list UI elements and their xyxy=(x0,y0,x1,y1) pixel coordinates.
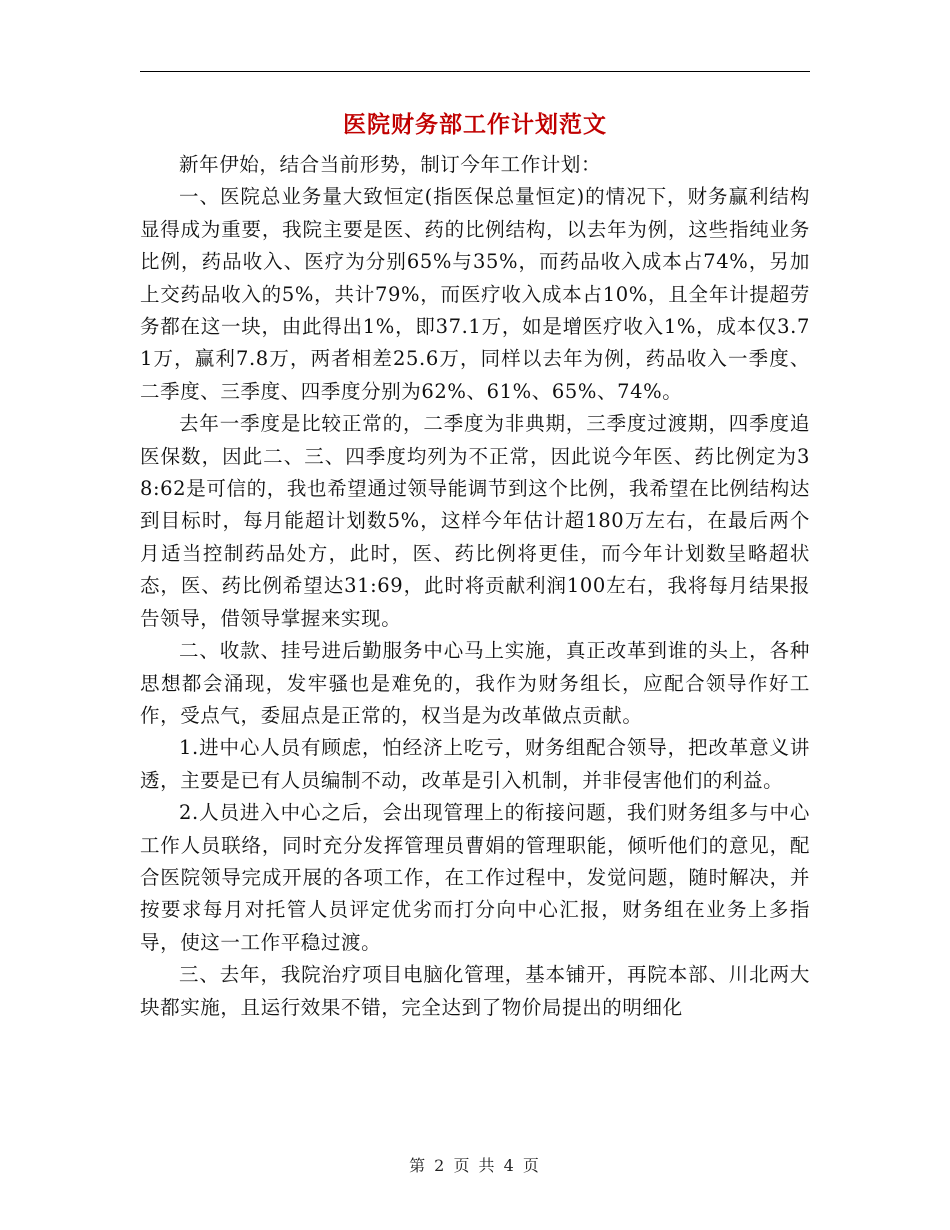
paragraph-item-1: 1.进中心人员有顾虑，怕经济上吃亏，财务组配合领导，把改革意义讲透，主要是已有人员编制不动，改革是引入机制，并非侵害他们的利益。 xyxy=(140,736,810,792)
document-title: 医院财务部工作计划范文 xyxy=(343,111,607,138)
page-number-footer: 第 2 页 共 4 页 xyxy=(409,1156,541,1175)
header-rule xyxy=(140,71,810,72)
document-body xyxy=(140,149,810,1024)
paragraph-section-3: 三、去年，我院治疗项目电脑化管理，基本铺开，再院本部、川北两大块都实施，且运行效果不错，完全达到了物价局提出的明细化 xyxy=(140,963,810,1019)
paragraph-section-2: 二、收款、挂号进后勤服务中心马上实施，真正改革到谁的头上，各种思想都会涌现，发牢骚也是难免的，我作为财务组长，应配合领导作好工作，受点气，委屈点是正常的，权当是为改革做点贡献。 xyxy=(140,639,810,727)
paragraph-intro: 新年伊始，结合当前形势，制订今年工作计划： xyxy=(179,153,602,176)
paragraph-section-1: 一、医院总业务量大致恒定(指医保总量恒定)的情况下，财务赢利结构显得成为重要，我院主要是医、药的比例结构，以去年为例，这些指纯业务比例，药品收入、医疗为分别65%与35%，而药品收入成本占74%，另加上交药品收入的5%，共计79%，而医疗收入成本占10%，且全年计提超劳务都在这一块，由此得出1%，即37.1万，如是增医疗收入1%，成本仅3.71万，赢利7.8万，两者相差25.6万，同样以去年为例，药品收入一季度、二季度、三季度、四季度分别为62%、61%、65%、74%。 xyxy=(140,185,810,403)
paragraph-section-1-continued: 去年一季度是比较正常的，二季度为非典期，三季度过渡期，四季度追医保数，因此二、三、四季度均列为不正常，因此说今年医、药比例定为38:62是可信的，我也希望通过领导能调节到这个比例，我希望在比例结构达到目标时，每月能超计划数5%，这样今年估计超180万左右，在最后两个月适当控制药品处方，此时，医、药比例将更佳，而今年计划数呈略超状态，医、药比例希望达31:69，此时将贡献利润100左右，我将每月结果报告领导，借领导掌握来实现。 xyxy=(140,412,810,630)
paragraph-item-2: 2.人员进入中心之后，会出现管理上的衔接问题，我们财务组多与中心工作人员联络，同时充分发挥管理员曹娟的管理职能，倾听他们的意见，配合医院领导完成开展的各项工作，在工作过程中，发觉问题，随时解决，并按要求每月对托管人员评定优劣而打分向中心汇报，财务组在业务上多指导，使这一工作平稳过渡。 xyxy=(140,801,810,954)
